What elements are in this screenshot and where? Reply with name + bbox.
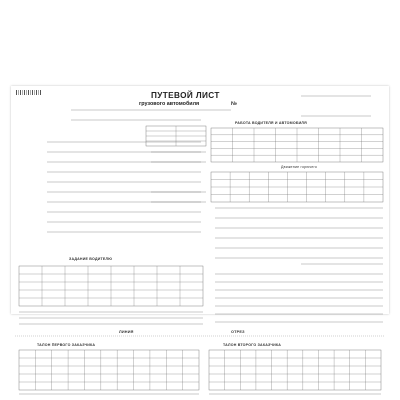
line-marker-left: ЛИНИЯ bbox=[119, 330, 134, 334]
form-subtitle: грузового автомобиля bbox=[139, 101, 200, 107]
barcode bbox=[16, 90, 42, 95]
number-sign: № bbox=[231, 101, 238, 107]
form-ruling bbox=[11, 86, 389, 314]
second-customer-talon-title: ТАЛОН ВТОРОГО ЗАКАЗЧИКА bbox=[223, 343, 282, 347]
first-customer-talon-title: ТАЛОН ПЕРВОГО ЗАКАЗЧИКА bbox=[37, 343, 96, 347]
section-fuel-movement: Движение горючего bbox=[281, 165, 318, 169]
section-driver-vehicle-work: РАБОТА ВОДИТЕЛЯ И АВТОМОБИЛЯ bbox=[235, 121, 307, 125]
first-talon-table bbox=[19, 350, 199, 390]
form-title: ПУТЕВОЙ ЛИСТ bbox=[151, 91, 220, 100]
second-talon-table bbox=[209, 350, 381, 390]
waybill-form bbox=[11, 86, 389, 347]
cutoff-marker: ОТРЕЗ bbox=[231, 330, 245, 334]
section-driver-task: ЗАДАНИЕ ВОДИТЕЛЮ bbox=[69, 257, 113, 261]
